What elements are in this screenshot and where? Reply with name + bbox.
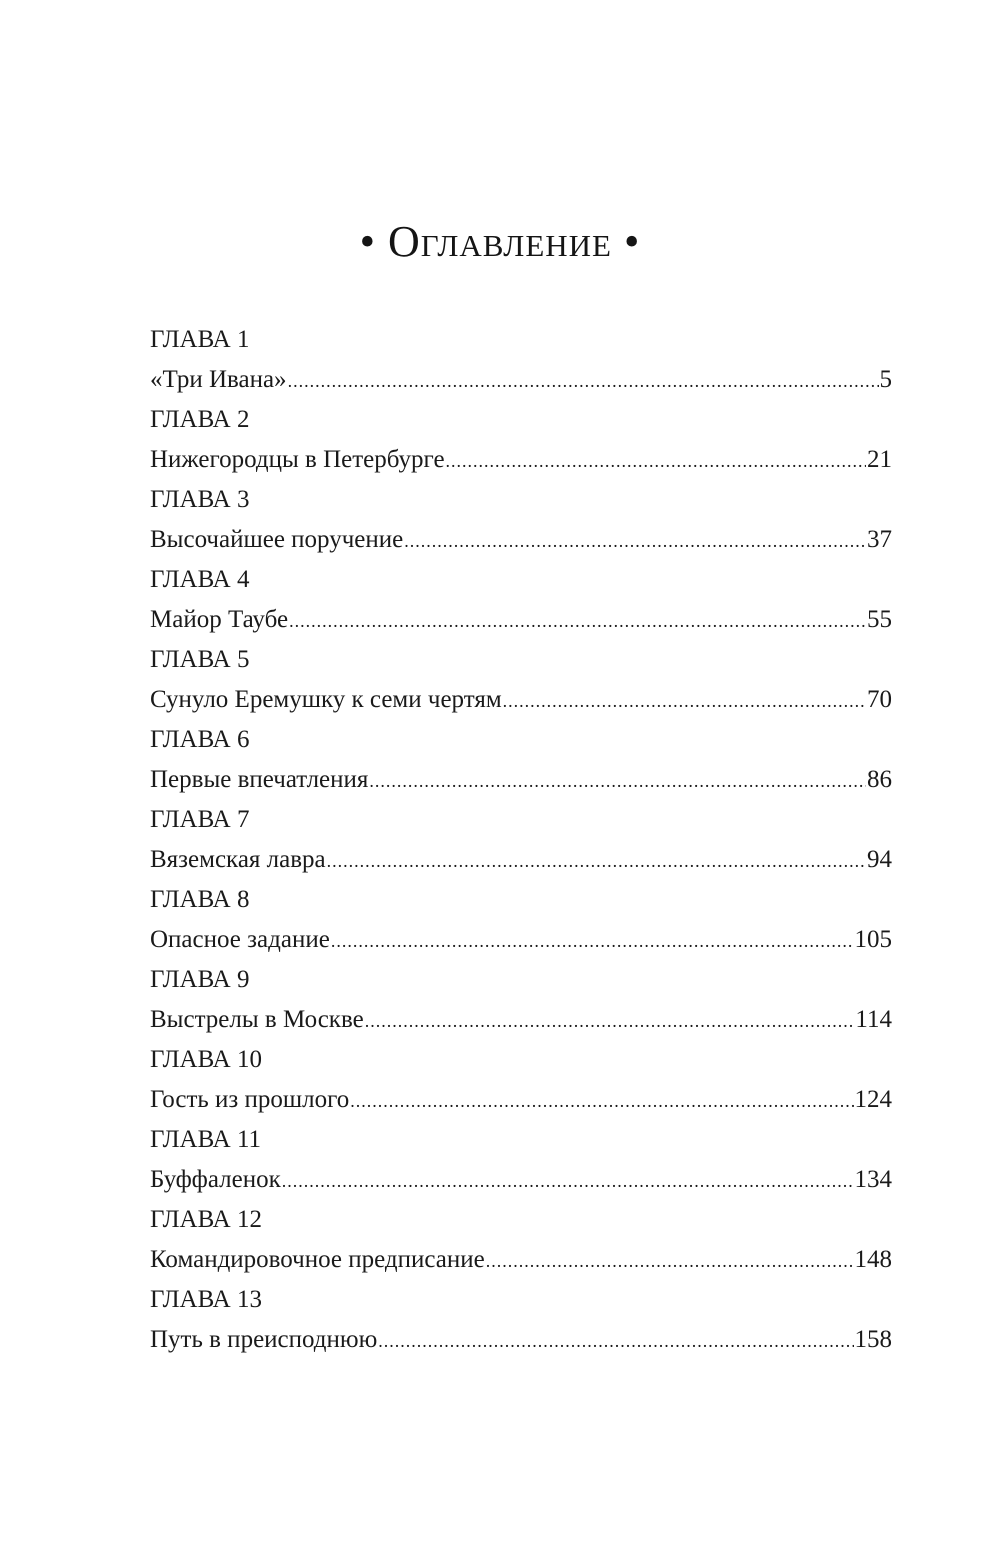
chapter-heading: ГЛАВА 10 <box>150 1046 262 1073</box>
chapter-heading: ГЛАВА 6 <box>150 726 250 753</box>
entry-page-number: 94 <box>867 846 892 873</box>
entry-title: Командировочное предписание <box>150 1246 485 1273</box>
entry-title: Вяземская лавра <box>150 846 326 873</box>
entry-title: Нижегородцы в Петербурге <box>150 446 445 473</box>
entry-page-number: 21 <box>867 446 892 473</box>
toc-entry[interactable] <box>150 600 892 640</box>
entry-title: Сунуло Еремушку к семи чертям <box>150 686 502 713</box>
chapter-heading: ГЛАВА 2 <box>150 406 250 433</box>
dot-leader <box>369 761 866 801</box>
entry-page-number: 55 <box>867 606 892 633</box>
toc-entry[interactable] <box>150 1000 892 1040</box>
title-bullet-right: • <box>623 217 641 266</box>
entry-page-number: 86 <box>867 766 892 793</box>
entry-title: Майор Таубе <box>150 606 289 633</box>
entry-page-number: 114 <box>855 1006 892 1033</box>
chapter-heading: ГЛАВА 1 <box>150 326 250 353</box>
toc-entry[interactable] <box>150 1160 892 1200</box>
entry-page-number: 105 <box>854 926 892 953</box>
entry-title: Путь в преисподнюю <box>150 1326 378 1353</box>
entry-title: Гость из прошлого <box>150 1086 350 1113</box>
toc-entry[interactable] <box>150 840 892 880</box>
entry-page-number: 124 <box>854 1086 892 1113</box>
dot-leader <box>350 1081 853 1121</box>
dot-leader <box>503 681 866 721</box>
dot-leader <box>289 601 866 641</box>
entry-title: Опасное задание <box>150 926 330 953</box>
page-title <box>0 212 1000 272</box>
entry-page-number: 37 <box>867 526 892 553</box>
chapter-heading: ГЛАВА 4 <box>150 566 250 593</box>
entry-title: Выстрелы в Москве <box>150 1006 364 1033</box>
dot-leader <box>282 1161 854 1201</box>
toc-entry[interactable] <box>150 760 892 800</box>
entry-title: Высочайшее поручение <box>150 526 404 553</box>
table-of-contents <box>150 320 892 1360</box>
dot-leader <box>331 921 854 961</box>
entry-page-number: 5 <box>879 366 892 393</box>
toc-entry[interactable] <box>150 440 892 480</box>
chapter-heading: ГЛАВА 5 <box>150 646 250 673</box>
title-bullet-left: • <box>359 217 377 266</box>
entry-title: Первые впечатления <box>150 766 369 793</box>
chapter-heading: ГЛАВА 9 <box>150 966 250 993</box>
chapter-heading: ГЛАВА 3 <box>150 486 250 513</box>
chapter-heading: ГЛАВА 7 <box>150 806 250 833</box>
dot-leader <box>446 441 866 481</box>
dot-leader <box>288 361 879 401</box>
dot-leader <box>404 521 866 561</box>
toc-entry[interactable] <box>150 360 892 400</box>
entry-page-number: 158 <box>854 1326 892 1353</box>
toc-entry[interactable] <box>150 1080 892 1120</box>
entry-page-number: 70 <box>867 686 892 713</box>
dot-leader <box>486 1241 854 1281</box>
title-text: Оглавление <box>388 217 612 266</box>
entry-page-number: 148 <box>854 1246 892 1273</box>
toc-entry[interactable] <box>150 1240 892 1280</box>
dot-leader <box>327 841 866 881</box>
chapter-heading: ГЛАВА 12 <box>150 1206 262 1233</box>
toc-entry[interactable] <box>150 920 892 960</box>
toc-entry[interactable] <box>150 520 892 560</box>
toc-entry[interactable] <box>150 680 892 720</box>
chapter-heading: ГЛАВА 11 <box>150 1126 262 1153</box>
dot-leader <box>378 1321 853 1361</box>
toc-entry[interactable] <box>150 1320 892 1360</box>
entry-title: «Три Ивана» <box>150 366 287 393</box>
dot-leader <box>365 1001 855 1041</box>
chapter-heading: ГЛАВА 13 <box>150 1286 262 1313</box>
entry-title: Буффаленок <box>150 1166 281 1193</box>
entry-page-number: 134 <box>854 1166 892 1193</box>
chapter-heading: ГЛАВА 8 <box>150 886 250 913</box>
